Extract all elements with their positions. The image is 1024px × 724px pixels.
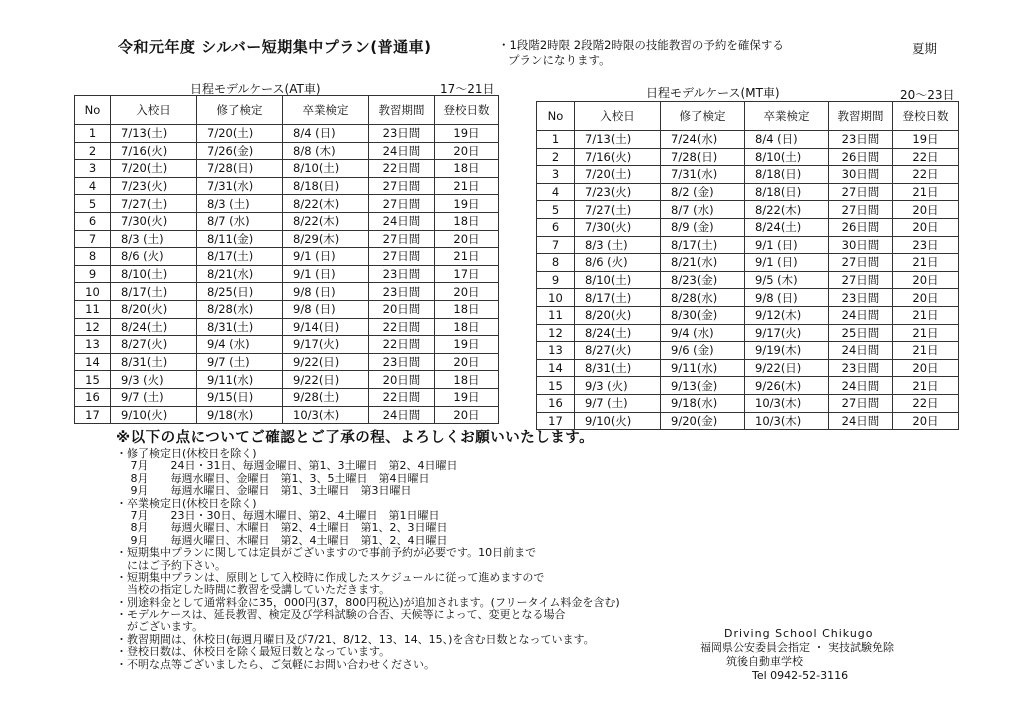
table-cell: 11 [75, 300, 111, 318]
table-cell: 6 [75, 212, 111, 230]
table-cell: 9/8 (日) [283, 300, 369, 318]
note-line: 9月 毎週火曜日、木曜日 第2、4土曜日 第1、2、4日曜日 [116, 533, 448, 547]
table-cell: 16 [75, 388, 111, 406]
table-row [537, 306, 959, 324]
table-row [75, 125, 499, 143]
table-cell: 20日間 [369, 371, 435, 389]
note-line: ・短期集中プランは、原則として入校時に作成したスケジュールに従って進めますので [116, 570, 545, 584]
table-row [75, 248, 499, 266]
table-cell: 8/9 (金) [661, 218, 745, 236]
table-cell: 7/27(土) [111, 195, 197, 213]
table-cell: 17日 [435, 265, 499, 283]
table-row [537, 254, 959, 272]
table-cell: 22日間 [369, 388, 435, 406]
table-cell: 9/5 (木) [745, 271, 829, 289]
table-row [75, 406, 499, 424]
table-cell: 9/28(土) [283, 388, 369, 406]
table-cell: 20日 [435, 283, 499, 301]
table-cell: 22日 [893, 166, 959, 184]
table-cell: 10/3(木) [745, 412, 829, 430]
note-line: ・モデルケースは、延長教習、検定及び学科試験の合否、天候等によって、変更となる場合 [116, 608, 566, 622]
table-cell: 10 [537, 289, 575, 307]
column-header: 入校日 [575, 102, 661, 131]
table-row [537, 218, 959, 236]
table-cell: 9/10(火) [111, 406, 197, 424]
table-cell: 9/17(火) [283, 336, 369, 354]
table-cell: 23日間 [369, 283, 435, 301]
table-cell: 9/7 (土) [575, 394, 661, 412]
table-cell: 7/20(土) [575, 166, 661, 184]
note-line: ・修了検定日(休校日を除く) [116, 447, 257, 460]
note-line: 8月 毎週火曜日、木曜日 第2、4土曜日 第1、2、3日曜日 [116, 521, 448, 535]
table-cell: 8/6 (火) [111, 248, 197, 266]
table-cell: 20日 [893, 271, 959, 289]
table-cell: 9/19(木) [745, 342, 829, 360]
table-cell: 19日 [435, 336, 499, 354]
table-cell: 20日間 [369, 300, 435, 318]
school-tel: Tel 0942-52-3116 [752, 669, 849, 682]
table-cell: 16 [537, 394, 575, 412]
table-cell: 19日 [435, 195, 499, 213]
column-header: No [75, 96, 111, 125]
notice-heading: ※以下の点についてご確認とご了承の程、よろしくお願いいたします。 [116, 430, 595, 446]
table-cell: 8/22(木) [283, 195, 369, 213]
table-cell: 18日 [435, 371, 499, 389]
table-cell: 7/16(火) [111, 142, 197, 160]
school-designation: 福岡県公安委員会指定 ・ 実技試験免除 [700, 641, 894, 654]
table-cell: 4 [537, 183, 575, 201]
table-cell: 8/22(木) [283, 212, 369, 230]
table-cell: 22日間 [369, 318, 435, 336]
table-cell: 30日間 [829, 236, 893, 254]
table-cell: 8/17(土) [111, 283, 197, 301]
table-cell: 21日 [893, 377, 959, 395]
column-header: 入校日 [111, 96, 197, 125]
table-cell: 24日間 [369, 212, 435, 230]
table-cell: 27日間 [829, 254, 893, 272]
table-cell: 24日間 [369, 406, 435, 424]
table-cell: 22日間 [369, 336, 435, 354]
table-cell: 7/31(水) [661, 166, 745, 184]
table-cell: 15 [75, 371, 111, 389]
table-cell: 2 [75, 142, 111, 160]
table-cell: 7 [75, 230, 111, 248]
table-cell: 8/11(金) [197, 230, 283, 248]
table-cell: 20日 [435, 353, 499, 371]
table-row [537, 271, 959, 289]
table-cell: 8/17(土) [575, 289, 661, 307]
at-schedule-table [74, 95, 499, 424]
table-row [75, 283, 499, 301]
table-cell: 12 [537, 324, 575, 342]
table-cell: 9/26(木) [745, 377, 829, 395]
table-cell: 9/12(木) [745, 306, 829, 324]
table-row [75, 195, 499, 213]
at-table-range: 17〜21日 [440, 82, 495, 96]
table-cell: 10/3(木) [283, 406, 369, 424]
table-cell: 7/13(土) [111, 125, 197, 143]
table-cell: 10/3(木) [745, 394, 829, 412]
column-header: 教習期間 [369, 96, 435, 125]
page-title: 令和元年度 シルバー短期集中プラン(普通車) [118, 38, 432, 56]
table-cell: 24日間 [829, 412, 893, 430]
table-cell: 11 [537, 306, 575, 324]
table-cell: 9 [537, 271, 575, 289]
table-cell: 9/22(日) [745, 359, 829, 377]
table-cell: 9/18(水) [197, 406, 283, 424]
table-cell: 9/8 (日) [745, 289, 829, 307]
table-cell: 27日間 [369, 230, 435, 248]
table-cell: 20日 [435, 142, 499, 160]
table-cell: 8/28(水) [661, 289, 745, 307]
table-cell: 21日 [435, 177, 499, 195]
table-cell: 8/21(水) [197, 265, 283, 283]
table-cell: 14 [75, 353, 111, 371]
table-cell: 20日 [893, 218, 959, 236]
table-cell: 23日間 [369, 125, 435, 143]
season-label: 夏期 [912, 41, 938, 56]
table-cell: 9/1 (日) [283, 248, 369, 266]
table-cell: 20日 [893, 412, 959, 430]
table-row [537, 342, 959, 360]
table-cell: 10 [75, 283, 111, 301]
table-cell: 8 [537, 254, 575, 272]
table-cell: 19日 [893, 131, 959, 149]
note-line: 8月 毎週水曜日、金曜日 第1、3、5土曜日 第4日曜日 [116, 471, 430, 485]
table-row [537, 183, 959, 201]
table-cell: 7/16(火) [575, 148, 661, 166]
table-cell: 23日間 [829, 359, 893, 377]
table-row [75, 177, 499, 195]
table-cell: 23日間 [829, 131, 893, 149]
mt-table-range: 20〜23日 [900, 88, 955, 102]
column-header: 登校日数 [435, 96, 499, 125]
table-row [75, 353, 499, 371]
table-cell: 7/30(火) [575, 218, 661, 236]
table-cell: 15 [537, 377, 575, 395]
table-cell: 8/10(土) [111, 265, 197, 283]
table-cell: 18日 [435, 212, 499, 230]
table-cell: 8/7 (水) [197, 212, 283, 230]
table-cell: 8/10(土) [283, 160, 369, 178]
table-cell: 20日 [435, 230, 499, 248]
table-cell: 24日間 [829, 306, 893, 324]
table-cell: 8/10(土) [575, 271, 661, 289]
table-cell: 8/18(日) [745, 166, 829, 184]
table-cell: 21日 [893, 324, 959, 342]
table-cell: 24日間 [829, 377, 893, 395]
table-cell: 19日 [435, 125, 499, 143]
table-cell: 23日間 [369, 265, 435, 283]
table-row [537, 394, 959, 412]
column-header: 卒業検定 [283, 96, 369, 125]
table-cell: 9/18(水) [661, 394, 745, 412]
table-cell: 24日間 [829, 342, 893, 360]
table-cell: 7 [537, 236, 575, 254]
table-cell: 9/7 (土) [111, 388, 197, 406]
table-cell: 7/20(土) [197, 125, 283, 143]
table-row [537, 377, 959, 395]
table-cell: 8/3 (土) [197, 195, 283, 213]
table-row [75, 160, 499, 178]
table-row [537, 324, 959, 342]
table-cell: 17 [537, 412, 575, 430]
column-header: 卒業検定 [745, 102, 829, 131]
table-cell: 27日間 [369, 248, 435, 266]
note-line: ・教習期間は、休校日(毎週月曜日及び7/21、8/12、13、14、15、)を含む日数となっています。 [116, 632, 595, 646]
table-cell: 13 [75, 336, 111, 354]
mt-table-caption: 日程モデルケース(MT車) [646, 86, 780, 100]
table-header-row [537, 102, 959, 131]
table-row [75, 336, 499, 354]
table-cell: 9/10(火) [575, 412, 661, 430]
table-cell: 9 [75, 265, 111, 283]
table-cell: 9/14(日) [283, 318, 369, 336]
plan-note-line-1: ・1段階2時限 2段階2時限の技能教習の予約を確保する [498, 38, 784, 52]
table-cell: 8/27(火) [111, 336, 197, 354]
table-cell: 9/11(水) [661, 359, 745, 377]
table-cell: 7/30(火) [111, 212, 197, 230]
table-row [537, 289, 959, 307]
table-cell: 3 [537, 166, 575, 184]
table-cell: 9/11(水) [197, 371, 283, 389]
table-cell: 23日 [893, 236, 959, 254]
table-cell: 4 [75, 177, 111, 195]
table-cell: 27日間 [829, 183, 893, 201]
table-row [537, 148, 959, 166]
column-header: 登校日数 [893, 102, 959, 131]
table-cell: 9/20(金) [661, 412, 745, 430]
table-cell: 9/4 (水) [197, 336, 283, 354]
table-cell: 3 [75, 160, 111, 178]
table-row [75, 371, 499, 389]
table-cell: 17 [75, 406, 111, 424]
table-cell: 8/17(土) [661, 236, 745, 254]
table-cell: 8/3 (土) [575, 236, 661, 254]
table-cell: 20日 [893, 201, 959, 219]
table-header-row [75, 96, 499, 125]
note-line: ・別途料金として通常料金に35，000円(37，800円税込)が追加されます。(フリータイム料金を含む) [116, 595, 620, 609]
table-row [537, 236, 959, 254]
table-cell: 8/18(日) [283, 177, 369, 195]
table-cell: 13 [537, 342, 575, 360]
table-cell: 8/30(金) [661, 306, 745, 324]
table-cell: 8/4 (日) [283, 125, 369, 143]
table-cell: 21日 [893, 183, 959, 201]
table-cell: 8/23(金) [661, 271, 745, 289]
table-cell: 8/25(日) [197, 283, 283, 301]
table-cell: 18日 [435, 300, 499, 318]
table-cell: 25日間 [829, 324, 893, 342]
table-cell: 8/21(水) [661, 254, 745, 272]
table-cell: 30日間 [829, 166, 893, 184]
table-cell: 7/13(土) [575, 131, 661, 149]
table-cell: 8 [75, 248, 111, 266]
at-table-caption: 日程モデルケース(AT車) [190, 82, 321, 96]
table-cell: 1 [75, 125, 111, 143]
table-cell: 7/28(日) [197, 160, 283, 178]
column-header: No [537, 102, 575, 131]
table-cell: 21日 [893, 342, 959, 360]
table-cell: 7/24(水) [661, 131, 745, 149]
table-cell: 5 [537, 201, 575, 219]
table-cell: 22日 [893, 148, 959, 166]
table-cell: 8/20(火) [111, 300, 197, 318]
table-cell: 9/7 (土) [197, 353, 283, 371]
table-cell: 8/27(火) [575, 342, 661, 360]
column-header: 教習期間 [829, 102, 893, 131]
table-cell: 8/31(土) [575, 359, 661, 377]
table-cell: 14 [537, 359, 575, 377]
table-cell: 7/31(水) [197, 177, 283, 195]
table-cell: 9/22(日) [283, 371, 369, 389]
table-cell: 8/8 (木) [283, 142, 369, 160]
table-cell: 9/15(日) [197, 388, 283, 406]
table-cell: 21日 [893, 254, 959, 272]
table-cell: 20日 [435, 406, 499, 424]
table-cell: 9/1 (日) [745, 254, 829, 272]
table-cell: 22日 [893, 394, 959, 412]
table-cell: 22日間 [369, 160, 435, 178]
table-cell: 7/28(日) [661, 148, 745, 166]
note-line: 7月 23日・30日、毎週木曜日、第2、4土曜日 第1日曜日 [116, 508, 440, 522]
table-cell: 26日間 [829, 218, 893, 236]
table-cell: 8/24(土) [575, 324, 661, 342]
note-line: ・不明な点等ございましたら、ご気軽にお問い合わせください。 [116, 657, 435, 671]
note-line: 当校の指定した時間に教習を受講していただきます。 [116, 583, 391, 597]
table-cell: 9/1 (日) [745, 236, 829, 254]
table-cell: 9/3 (火) [111, 371, 197, 389]
table-cell: 26日間 [829, 148, 893, 166]
table-cell: 8/28(水) [197, 300, 283, 318]
table-cell: 6 [537, 218, 575, 236]
table-cell: 20日 [893, 289, 959, 307]
table-cell: 12 [75, 318, 111, 336]
table-cell: 9/22(日) [283, 353, 369, 371]
table-cell: 27日間 [829, 271, 893, 289]
table-cell: 9/1 (日) [283, 265, 369, 283]
table-cell: 8/24(土) [745, 218, 829, 236]
table-cell: 2 [537, 148, 575, 166]
table-cell: 7/20(土) [111, 160, 197, 178]
table-cell: 8/7 (水) [661, 201, 745, 219]
table-cell: 7/26(金) [197, 142, 283, 160]
table-cell: 21日 [893, 306, 959, 324]
table-cell: 19日 [435, 388, 499, 406]
table-cell: 23日間 [369, 353, 435, 371]
column-header: 修了検定 [197, 96, 283, 125]
table-cell: 5 [75, 195, 111, 213]
table-row [537, 201, 959, 219]
table-cell: 8/22(木) [745, 201, 829, 219]
table-cell: 9/8 (日) [283, 283, 369, 301]
school-info [700, 627, 894, 683]
table-cell: 8/31(土) [197, 318, 283, 336]
table-cell: 27日間 [829, 394, 893, 412]
table-row [75, 230, 499, 248]
plan-note-line-2: プランになります。 [508, 53, 611, 67]
table-cell: 8/6 (火) [575, 254, 661, 272]
table-cell: 8/10(土) [745, 148, 829, 166]
table-cell: 20日 [893, 359, 959, 377]
table-cell: 8/4 (日) [745, 131, 829, 149]
table-cell: 27日間 [369, 195, 435, 213]
table-row [75, 388, 499, 406]
table-row [537, 412, 959, 430]
table-cell: 8/18(日) [745, 183, 829, 201]
note-line: にはご予約下さい。 [116, 558, 226, 572]
table-cell: 18日 [435, 160, 499, 178]
table-cell: 8/2 (金) [661, 183, 745, 201]
school-name-en: Driving School Chikugo [724, 627, 874, 640]
table-cell: 24日間 [369, 142, 435, 160]
table-cell: 9/13(金) [661, 377, 745, 395]
table-cell: 27日間 [829, 201, 893, 219]
table-cell: 8/24(土) [111, 318, 197, 336]
table-cell: 9/3 (火) [575, 377, 661, 395]
mt-schedule-table [536, 101, 959, 430]
table-row [537, 359, 959, 377]
table-cell: 8/20(火) [575, 306, 661, 324]
table-cell: 18日 [435, 318, 499, 336]
table-cell: 21日 [435, 248, 499, 266]
table-row [75, 212, 499, 230]
table-cell: 9/4 (水) [661, 324, 745, 342]
table-cell: 8/29(木) [283, 230, 369, 248]
table-row [75, 300, 499, 318]
notes-list [116, 448, 620, 671]
table-cell: 9/17(火) [745, 324, 829, 342]
column-header: 修了検定 [661, 102, 745, 131]
table-row [75, 318, 499, 336]
table-cell: 7/23(火) [575, 183, 661, 201]
table-cell: 8/3 (土) [111, 230, 197, 248]
table-cell: 7/23(火) [111, 177, 197, 195]
table-cell: 8/31(土) [111, 353, 197, 371]
note-line: ・短期集中プランに関しては定員がございますので事前予約が必要です。10日前まで [116, 546, 537, 560]
table-cell: 23日間 [829, 289, 893, 307]
table-cell: 8/17(土) [197, 248, 283, 266]
table-row [537, 131, 959, 149]
table-cell: 27日間 [369, 177, 435, 195]
note-line: ・卒業検定日(休校日を除く) [116, 496, 257, 510]
plan-note [498, 38, 784, 68]
table-row [537, 166, 959, 184]
note-line: ・登校日数は、休校日を除く最短日数となっています。 [116, 645, 391, 659]
table-row [75, 142, 499, 160]
note-line: 9月 毎週水曜日、金曜日 第1、3土曜日 第3日曜日 [116, 484, 412, 498]
table-cell: 9/6 (金) [661, 342, 745, 360]
school-name-jp: 筑後自動車学校 [726, 655, 803, 668]
table-cell: 1 [537, 131, 575, 149]
note-line: 7月 24日・31日、毎週金曜日、第1、3土曜日 第2、4日曜日 [116, 459, 458, 473]
note-line: がございます。 [116, 620, 204, 634]
table-row [75, 265, 499, 283]
table-cell: 7/27(土) [575, 201, 661, 219]
